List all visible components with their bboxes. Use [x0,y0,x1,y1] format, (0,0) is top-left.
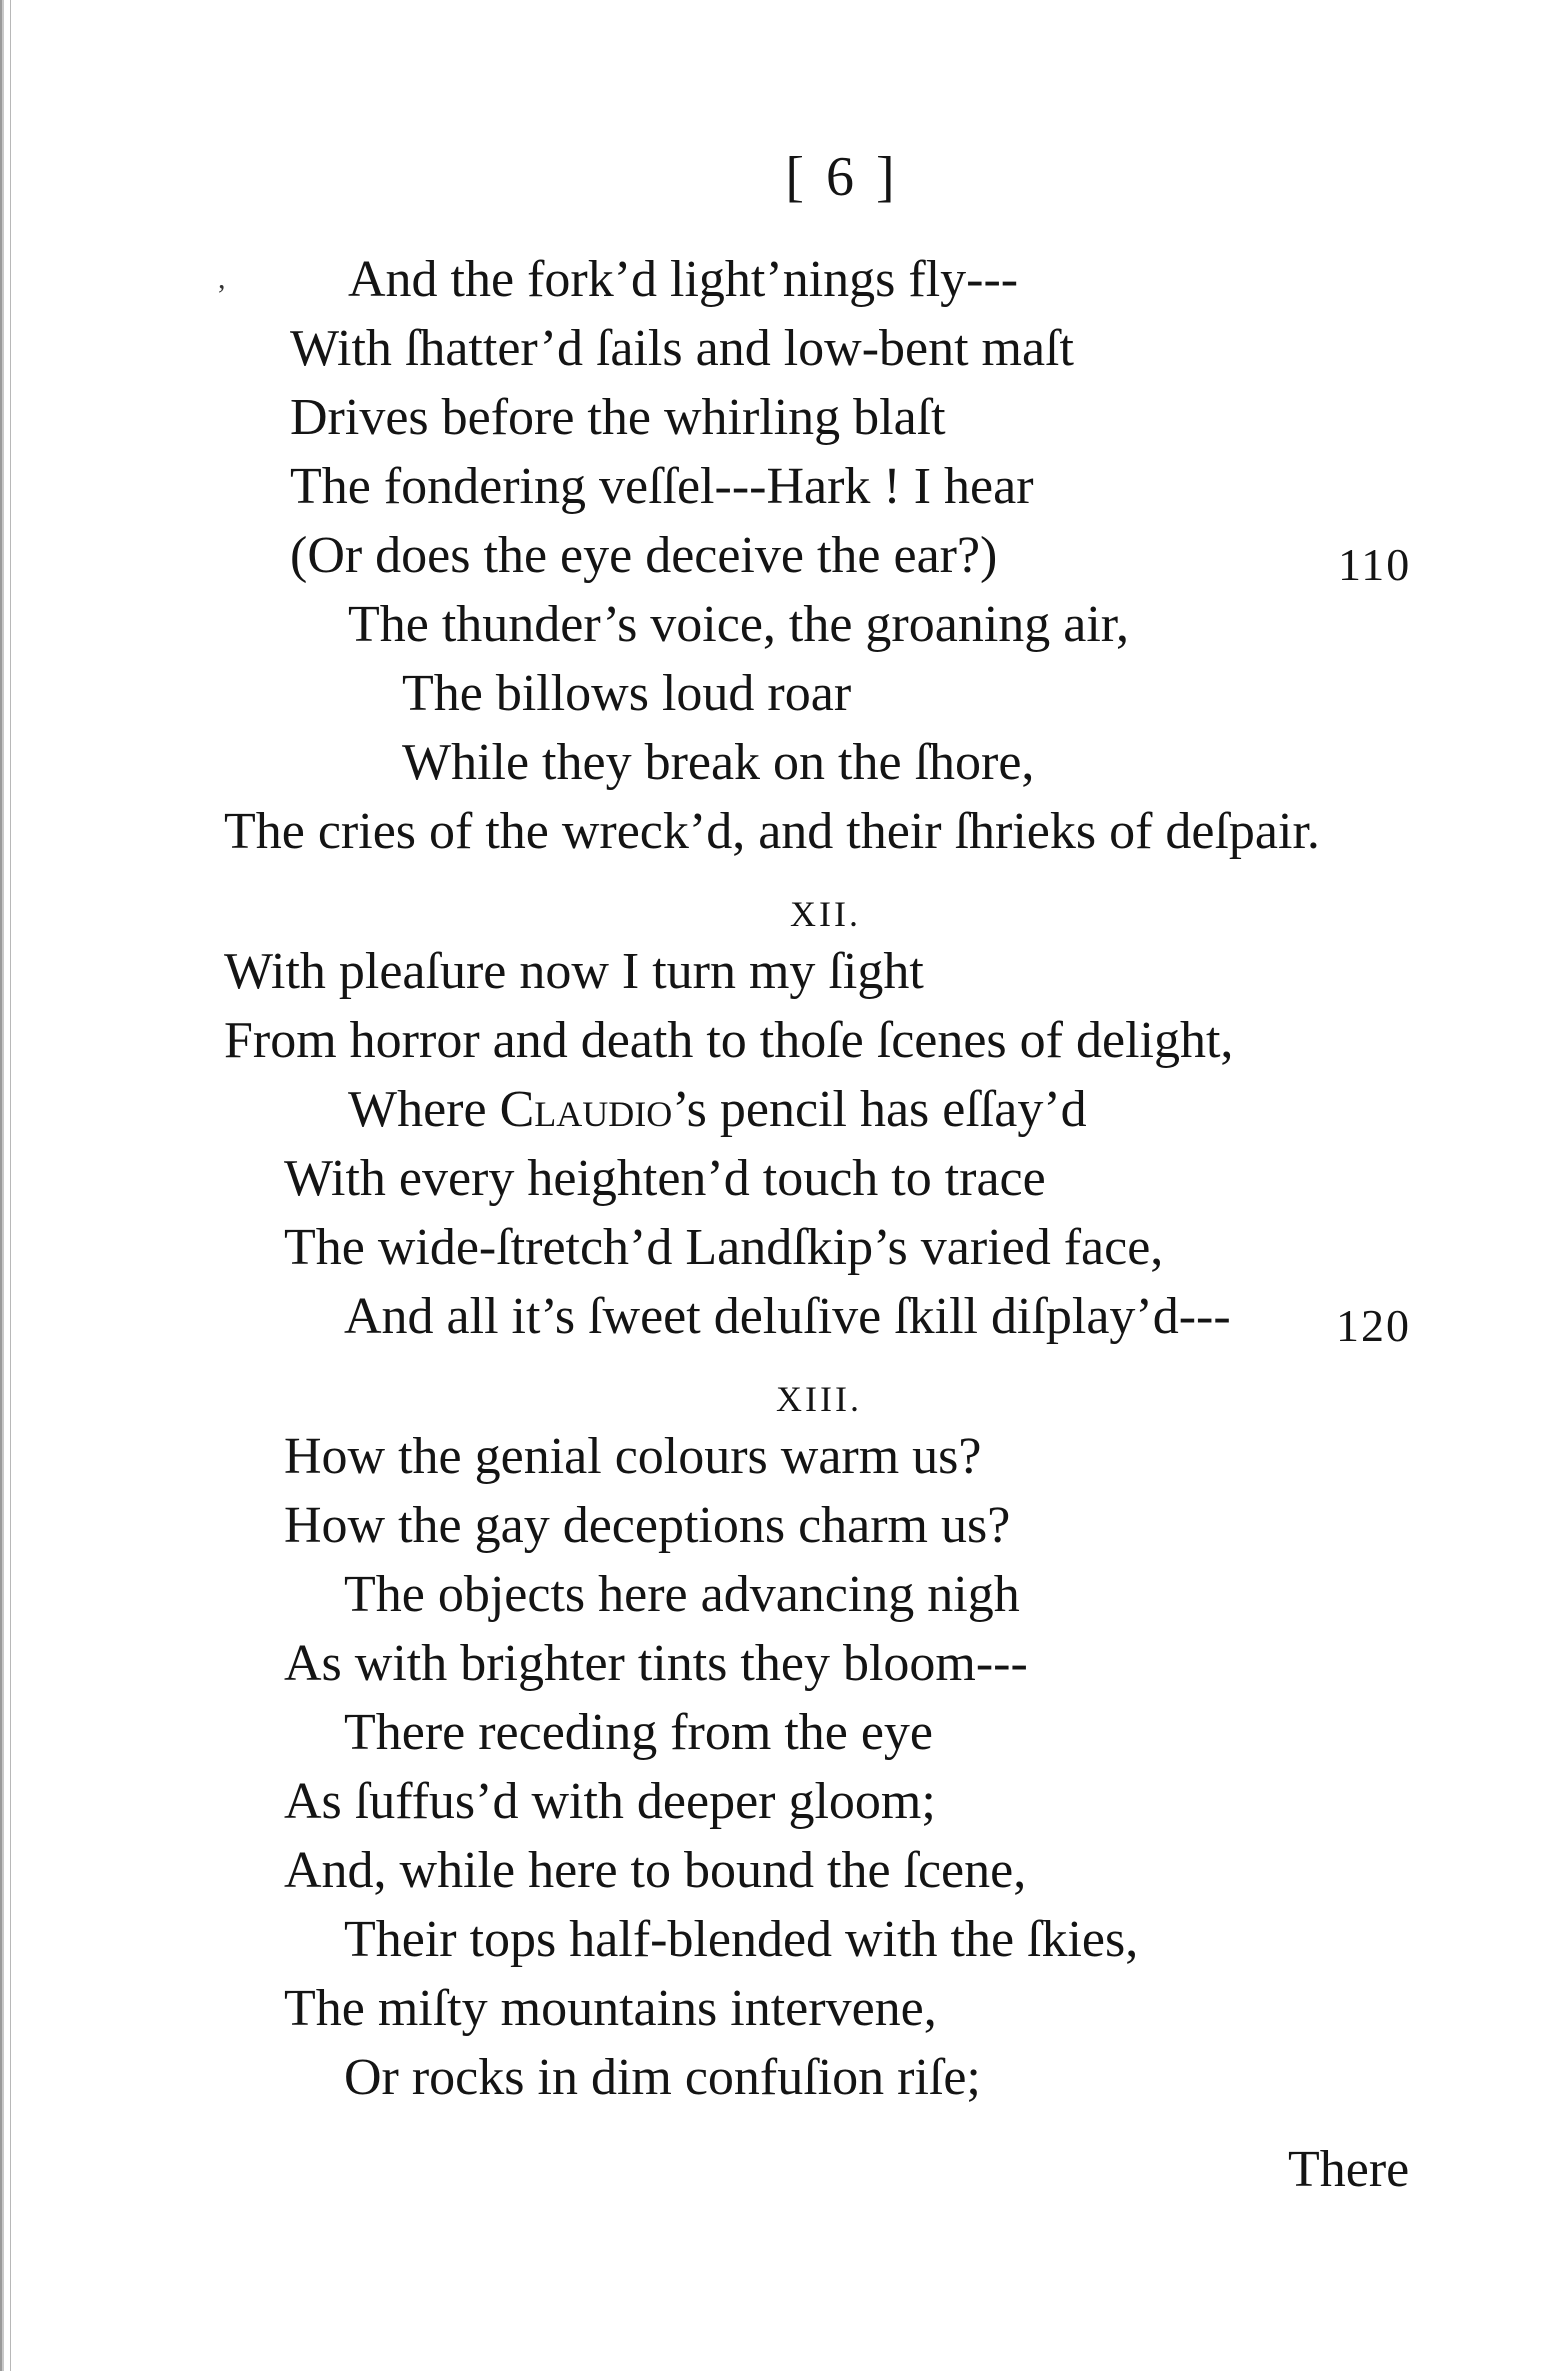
poem-line: The wide-ſtretch’d Landſkip’s varied face, [284,1219,1164,1276]
poem-line: The objects here advancing nigh [344,1566,1020,1623]
poem-line: Or rocks in dim confuſion riſe; [344,2049,981,2106]
poem-line: And all it’s ſweet deluſive ſkill diſplay’d--- [344,1288,1231,1345]
poem-line: With pleaſure now I turn my ſight [224,943,924,1000]
poem-line-text: Where [348,1081,500,1138]
poem-line: And, while here to bound the ſcene, [284,1842,1027,1899]
poem-line: Drives before the whirling blaſt [290,389,946,446]
poem-line: How the genial colours warm us? [284,1428,982,1485]
line-number: 120 [1336,1300,1411,1351]
poem-line: (Or does the eye deceive the ear?) [290,527,998,584]
poem-line: From horror and death to thoſe ſcenes of delight, [224,1012,1234,1069]
page-number-label: [ 6 ] [785,146,899,208]
poem-line-text: ’s pencil has eſſay’d [672,1081,1087,1138]
poem-line: While they break on the ſhore, [402,734,1035,791]
stray-mark: , [218,262,226,295]
poem-line: As ſuffus’d with deeper gloom; [284,1773,936,1830]
line-number: 110 [1338,539,1412,590]
page-binding-edge [0,0,16,2371]
poem-line [348,1081,1087,1138]
poem-line: The thunder’s voice, the groaning air, [348,596,1130,653]
poem-line: As with brighter tints they bloom--- [284,1635,1028,1692]
page-number-header [0,145,1556,209]
section-heading: XIII. [776,1379,862,1419]
poem-line: There receding from the eye [344,1704,934,1761]
poem-line: How the gay deceptions charm us? [284,1497,1011,1554]
poem-line: Their tops half-blended with the ſkies, [344,1911,1139,1968]
poem-line: The billows loud roar [402,665,852,722]
poem-line: The cries of the wreck’d, and their ſhrieks of deſpair. [224,803,1320,860]
poem-line: And the fork’d light’nings fly--- [348,251,1019,308]
catchword: There [1288,2141,1410,2198]
poem-line: The miſty mountains intervene, [284,1980,937,2037]
poem-line: With ſhatter’d ſails and low-bent maſt [290,320,1074,377]
poem-line: The fondering veſſel---Hark ! I hear [290,458,1034,515]
section-heading: XII. [790,894,861,934]
poem-line: With every heighten’d touch to trace [284,1150,1046,1207]
poem-line-name: Claudio [499,1081,673,1138]
